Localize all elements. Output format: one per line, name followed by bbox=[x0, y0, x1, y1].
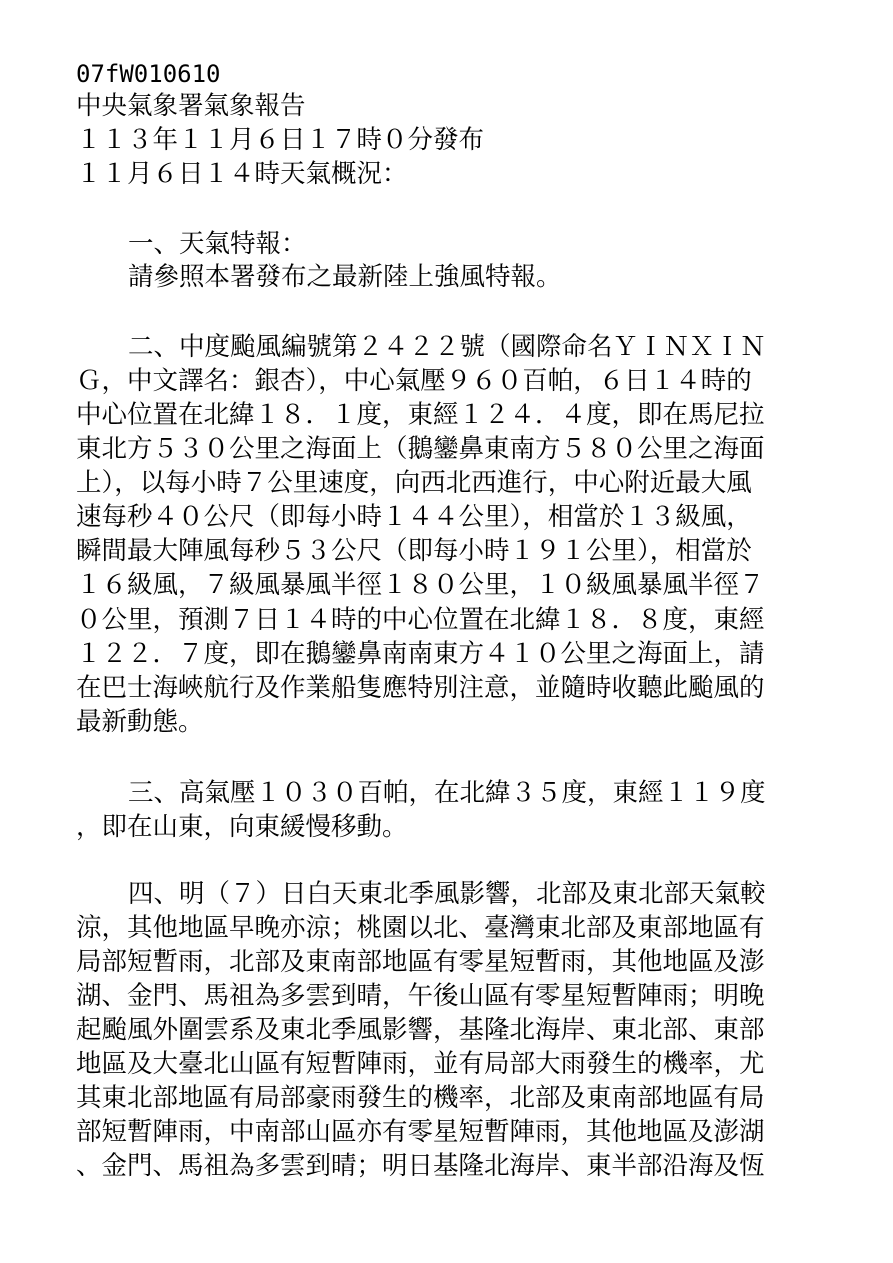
section4-line: 涼，其他地區早晚亦涼；桃園以北、臺灣東北部及東部地區有 bbox=[76, 913, 765, 943]
issue-time: １１３年１１月６日１７時０分發布 bbox=[76, 125, 485, 155]
section1-body: 請參照本署發布之最新陸上強風特報。 bbox=[128, 262, 562, 292]
section2-line: 上），以每小時７公里速度，向西北西進行，中心附近最大風 bbox=[76, 468, 752, 498]
section2-line: Ｇ，中文譯名：銀杏），中心氣壓９６０百帕，６日１４時的 bbox=[76, 366, 752, 396]
section4-line: 其東北部地區有局部豪雨發生的機率，北部及東南部地區有局 bbox=[76, 1083, 765, 1113]
section2-line: ０公里，預測７日１４時的中心位置在北緯１８．８度，東經 bbox=[76, 605, 765, 635]
section2-line: １２２．７度，即在鵝鑾鼻南南東方４１０公里之海面上，請 bbox=[76, 639, 765, 669]
section4-line: 部短暫陣雨，中南部山區亦有零星短暫陣雨，其他地區及澎湖 bbox=[76, 1117, 765, 1147]
agency-title: 中央氣象署氣象報告 bbox=[76, 91, 306, 121]
section2-line: 最新動態。 bbox=[76, 707, 204, 737]
section2-line: 在巴士海峽航行及作業船隻應特別注意，並隨時收聽此颱風的 bbox=[76, 673, 765, 703]
section4-line: 地區及大臺北山區有短暫陣雨，並有局部大雨發生的機率，尤 bbox=[76, 1049, 765, 1079]
section3-line: ，即在山東，向東緩慢移動。 bbox=[76, 812, 408, 842]
section4-line: 四、明（７）日白天東北季風影響，北部及東北部天氣較 bbox=[128, 879, 766, 909]
section2-line: 東北方５３０公里之海面上（鵝鑾鼻東南方５８０公里之海面 bbox=[76, 434, 765, 464]
section4-line: 局部短暫雨，北部及東南部地區有零星短暫雨，其他地區及澎 bbox=[76, 947, 765, 977]
section2-line: 瞬間最大陣風每秒５３公尺（即每小時１９１公里），相當於 bbox=[76, 536, 752, 566]
overview-heading: １１月６日１４時天氣概況： bbox=[76, 159, 408, 189]
section2-line: １６級風，７級風暴風半徑１８０公里，１０級風暴風半徑７ bbox=[76, 570, 765, 600]
section4-line: 、金門、馬祖為多雲到晴；明日基隆北海岸、東半部沿海及恆 bbox=[76, 1151, 765, 1181]
section1-heading: 一、天氣特報： bbox=[128, 229, 307, 259]
section3-line: 三、高氣壓１０３０百帕，在北緯３５度，東經１１９度 bbox=[128, 778, 766, 808]
section2-line: 二、中度颱風編號第２４２２號（國際命名ＹＩＮＸＩＮ bbox=[128, 332, 766, 362]
report-code: 07fW010610 bbox=[76, 60, 221, 88]
section4-line: 起颱風外圍雲系及東北季風影響，基隆北海岸、東北部、東部 bbox=[76, 1015, 765, 1045]
section2-line: 速每秒４０公尺（即每小時１４４公里），相當於１３級風， bbox=[76, 502, 752, 532]
section2-line: 中心位置在北緯１８．１度，東經１２４．４度，即在馬尼拉 bbox=[76, 400, 765, 430]
section4-line: 湖、金門、馬祖為多雲到晴，午後山區有零星短暫陣雨；明晚 bbox=[76, 981, 765, 1011]
